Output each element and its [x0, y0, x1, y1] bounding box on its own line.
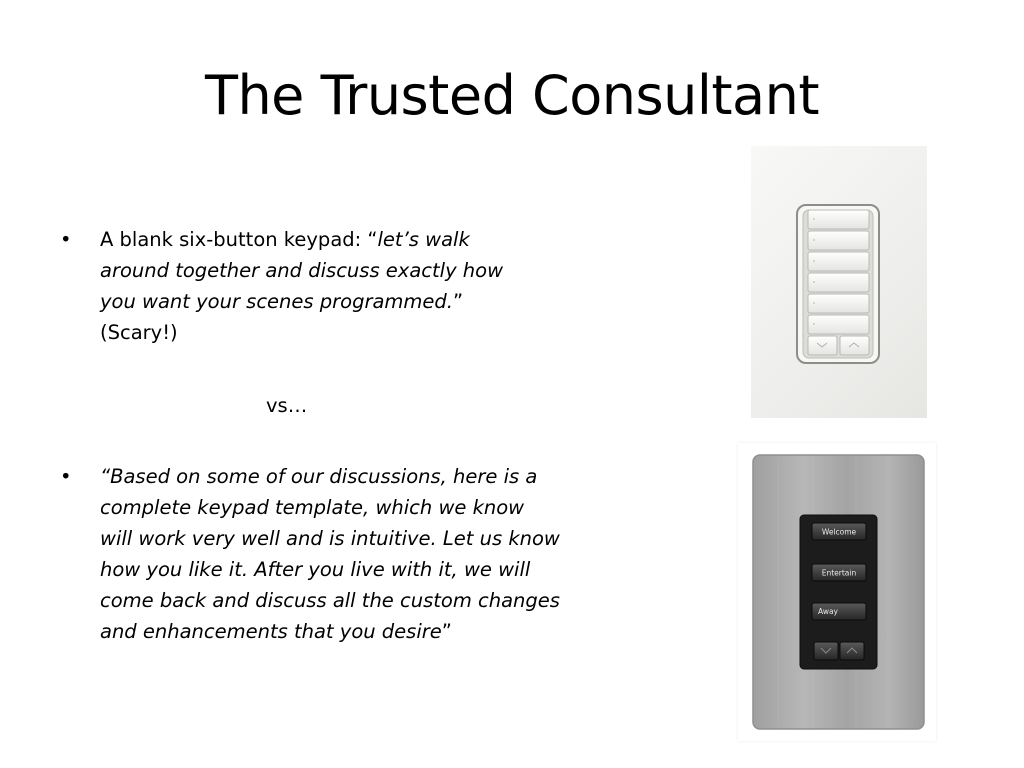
bullet1-quote: let’s walk around together and discuss exactly how you want your scenes programmed.: [100, 228, 504, 313]
bullet-dot: •: [60, 465, 72, 488]
keypad-label-welcome: Welcome: [821, 527, 857, 537]
bullet-blank-keypad: [60, 224, 530, 348]
raise-button-icon: [840, 336, 869, 355]
lower-button-icon: [808, 336, 837, 355]
lower-button-icon: [814, 642, 838, 660]
bullet-dot: •: [60, 228, 72, 251]
keypad-label-entertain: Entertain: [821, 568, 857, 578]
raise-button-icon: [840, 642, 864, 660]
bullet1-prefix: A blank six-button keypad: “: [100, 228, 378, 251]
bullet2-suffix: ”: [441, 620, 452, 643]
blank-keypad-image: [751, 146, 927, 418]
slide-title: The Trusted Consultant: [204, 64, 820, 127]
bullet-list-bottom: [60, 461, 560, 647]
bullet-engraved-keypad: [60, 461, 560, 647]
engraved-keypad-drawing: [738, 443, 936, 741]
bullet1-suffix: ” (Scary!): [100, 290, 464, 344]
bullet-list-top: [60, 224, 570, 348]
blank-keypad-drawing: [751, 146, 927, 418]
keypad-label-away: Away: [818, 607, 838, 616]
engraved-keypad-image: [738, 443, 936, 741]
vs-text: vs…: [266, 394, 308, 417]
bullet2-quote: “Based on some of our discussions, here is a complete keypad template, which we know will work very well and is intuitive. Let us know how you like it. After you live with it, we will come back and discuss all the custom changes and enhancements that you desire: [100, 465, 560, 643]
